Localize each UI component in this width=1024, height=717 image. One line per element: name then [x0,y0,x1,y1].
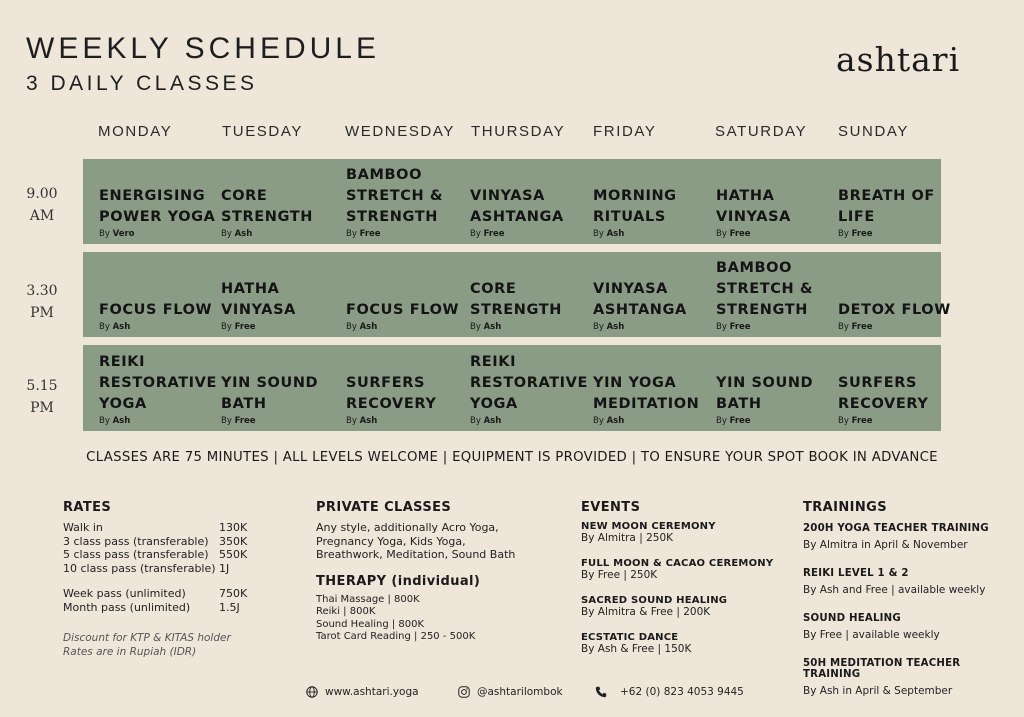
class-name: CORE STRENGTH [221,188,314,225]
class-cell[interactable] [99,186,221,244]
instructor-name: Ash [359,322,378,332]
instructor-name: Free [234,416,256,426]
class-instructor [99,322,221,332]
class-name: VINYASA ASHTANGA [593,281,687,318]
class-instructor [470,229,592,239]
class-instructor [470,416,592,426]
event-detail: By Almitra | 250K [581,532,674,544]
class-name: FOCUS FLOW [99,302,213,318]
training-title: 50H MEDITATION TEACHER TRAINING [803,658,961,680]
class-name: VINYASA ASHTANGA [470,188,564,225]
class-cell[interactable] [221,186,343,244]
footer-phone[interactable] [595,686,744,698]
class-cell[interactable] [470,186,592,244]
class-instructor [593,322,715,332]
therapy-line: Thai Massage | 800K [316,593,420,605]
page-subtitle: 3 DAILY CLASSES [26,72,258,95]
therapy-line: Reiki | 800K [316,606,376,617]
class-instructor [346,416,468,426]
by-prefix: By [716,416,727,426]
rate-row: Walk in 130K [63,521,248,534]
training-detail: By Free | available weekly [803,629,940,641]
instructor-name: Ash [606,416,625,426]
event-detail: By Free | 250K [581,569,658,581]
class-cell[interactable] [838,300,960,337]
class-cell[interactable] [470,279,592,337]
footer-instagram[interactable] [458,686,563,698]
class-cell[interactable] [99,300,221,337]
by-prefix: By [838,416,849,426]
rates-note: Rates are in Rupiah (IDR) [63,645,197,658]
rates-heading: RATES [63,500,112,515]
class-instructor [716,322,838,332]
instructor-name: Free [729,322,751,332]
class-instructor [838,416,960,426]
class-cell[interactable] [470,352,592,431]
events-section [581,500,791,669]
instructor-name: Ash [483,416,502,426]
instructor-name: Free [234,322,256,332]
therapy-heading: THERAPY (individual) [316,573,481,589]
schedule-notice: CLASSES ARE 75 MINUTES | ALL LEVELS WELCOME | EQUIPMENT IS PROVIDED | TO ENSURE YOUR SPOT BOOK IN ADVANCE [86,450,938,465]
class-instructor [716,229,838,239]
private-section [316,500,566,644]
trainings-heading: TRAININGS [803,500,888,515]
class-name: BAMBOO STRETCH & STRENGTH [716,260,814,318]
time-period: PM [30,400,54,416]
instructor-name: Ash [234,229,253,239]
class-name: SURFERS RECOVERY [838,375,929,412]
class-name: YIN SOUND BATH [221,375,319,412]
class-name: REIKI RESTORATIVE YOGA [470,354,589,412]
instructor-name: Free [729,416,751,426]
time-value: 5.15 [26,378,58,394]
day-label-wednesday: WEDNESDAY [345,123,455,140]
class-cell[interactable] [346,165,468,244]
by-prefix: By [716,229,727,239]
day-label-thursday: THURSDAY [471,123,566,140]
instructor-name: Free [729,229,751,239]
class-name: FOCUS FLOW [346,302,460,318]
class-name: REIKI RESTORATIVE YOGA [99,354,218,412]
phone-icon [595,686,607,698]
instructor-name: Ash [112,322,131,332]
instructor-name: Ash [606,322,625,332]
class-instructor [838,322,960,332]
events-heading: EVENTS [581,500,641,515]
instructor-name: Ash [483,322,502,332]
by-prefix: By [593,229,604,239]
instagram-handle[interactable]: @ashtarilombok [477,686,563,698]
training-title: REIKI LEVEL 1 & 2 [803,568,909,579]
training-title: SOUND HEALING [803,613,901,624]
class-instructor [470,322,592,332]
class-name: ENERGISING POWER YOGA [99,188,216,225]
instagram-icon [458,686,470,698]
time-label [24,280,60,324]
by-prefix: By [346,229,357,239]
footer-website[interactable] [306,686,419,698]
class-cell[interactable] [593,186,715,244]
class-cell[interactable] [716,373,838,431]
class-cell[interactable] [716,258,838,337]
trainings-section [803,500,1018,714]
training-title: 200H YOGA TEACHER TRAINING [803,523,989,534]
by-prefix: By [593,416,604,426]
by-prefix: By [99,322,110,332]
therapy-line: Sound Healing | 800K [316,618,425,630]
training-detail: By Almitra in April & November [803,539,968,551]
by-prefix: By [593,322,604,332]
instructor-name: Free [851,229,873,239]
page-title: WEEKLY SCHEDULE [26,32,380,65]
class-instructor [221,322,343,332]
event-detail: By Almitra & Free | 200K [581,606,711,618]
day-label-tuesday: TUESDAY [222,123,303,140]
private-line: Pregnancy Yoga, Kids Yoga, [316,534,466,548]
class-instructor [716,416,838,426]
class-cell[interactable] [593,279,715,337]
class-instructor [221,416,343,426]
class-instructor [838,229,960,239]
event-title: FULL MOON & CACAO CEREMONY [581,558,774,569]
training-detail: By Ash and Free | available weekly [803,584,986,596]
time-value: 3.30 [26,283,58,299]
by-prefix: By [346,322,357,332]
by-prefix: By [838,229,849,239]
class-cell[interactable] [838,373,960,431]
event-detail: By Ash & Free | 150K [581,643,692,655]
globe-icon [306,686,318,698]
class-name: SURFERS RECOVERY [346,375,437,412]
rate-row: 5 class pass (transferable) 550K [63,548,248,561]
class-cell[interactable] [99,352,221,431]
class-instructor [221,229,343,239]
class-instructor [593,229,715,239]
class-instructor [99,229,221,239]
time-slot-band [83,252,951,337]
private-heading: PRIVATE CLASSES [316,500,452,515]
time-slot-band [83,345,941,431]
class-instructor [593,416,715,426]
phone-number[interactable]: +62 (0) 823 4053 9445 [620,686,744,698]
class-cell[interactable] [221,279,343,337]
class-instructor [99,416,221,426]
rates-note: Discount for KTP & KITAS holder [63,632,231,644]
time-slot-band [83,159,941,244]
by-prefix: By [838,322,849,332]
day-label-saturday: SATURDAY [715,123,808,140]
by-prefix: By [716,322,727,332]
website-link[interactable]: www.ashtari.yoga [325,686,419,698]
time-label [24,375,60,419]
instructor-name: Ash [112,416,131,426]
class-name: BAMBOO STRETCH & STRENGTH [346,167,444,225]
by-prefix: By [221,322,232,332]
time-value: 9.00 [26,186,58,202]
class-name: YIN YOGA MEDITATION [593,375,700,412]
class-name: YIN SOUND BATH [716,375,814,412]
time-period: AM [29,208,55,224]
time-label [24,183,60,227]
private-line: Breathwork, Meditation, Sound Bath [316,548,516,561]
event-title: ECSTATIC DANCE [581,632,679,643]
private-line: Any style, additionally Acro Yoga, [316,521,499,534]
class-name: CORE STRENGTH [470,281,563,318]
rate-row: Month pass (unlimited) 1.5J [63,600,240,614]
by-prefix: By [470,322,481,332]
instructor-name: Ash [606,229,625,239]
by-prefix: By [470,229,481,239]
class-cell[interactable] [593,373,715,431]
by-prefix: By [221,416,232,426]
class-name: MORNING RITUALS [593,188,677,225]
day-label-monday: MONDAY [98,123,173,140]
class-instructor [346,229,468,239]
class-cell[interactable] [838,186,960,244]
time-period: PM [30,305,54,321]
therapy-line: Tarot Card Reading | 250 - 500K [316,631,476,642]
instructor-name: Free [851,416,873,426]
by-prefix: By [470,416,481,426]
event-title: SACRED SOUND HEALING [581,595,728,606]
brand-logo: ashtari [836,40,961,79]
instructor-name: Free [359,229,381,239]
by-prefix: By [99,416,110,426]
class-name: BREATH OF LIFE [838,188,935,225]
day-label-friday: FRIDAY [593,123,657,140]
instructor-name: Free [851,322,873,332]
by-prefix: By [346,416,357,426]
class-name: HATHA VINYASA [716,188,791,225]
class-name: HATHA VINYASA [221,281,296,318]
rate-row: 3 class pass (transferable) 350K [63,534,248,548]
instructor-name: Vero [112,229,135,239]
class-cell[interactable] [221,373,343,431]
class-cell[interactable] [346,373,468,431]
class-cell[interactable] [346,300,468,337]
event-title: NEW MOON CEREMONY [581,521,716,532]
instructor-name: Ash [359,416,378,426]
class-instructor [346,322,468,332]
instructor-name: Free [483,229,505,239]
by-prefix: By [99,229,110,239]
by-prefix: By [221,229,232,239]
training-detail: By Ash in April & September [803,685,953,697]
day-label-sunday: SUNDAY [838,123,909,140]
rates-section [63,500,263,659]
class-cell[interactable] [716,186,838,244]
rate-row: 10 class pass (transferable) 1J [63,561,230,575]
rate-row: Week pass (unlimited) 750K [63,587,248,600]
class-name: DETOX FLOW [838,302,951,318]
